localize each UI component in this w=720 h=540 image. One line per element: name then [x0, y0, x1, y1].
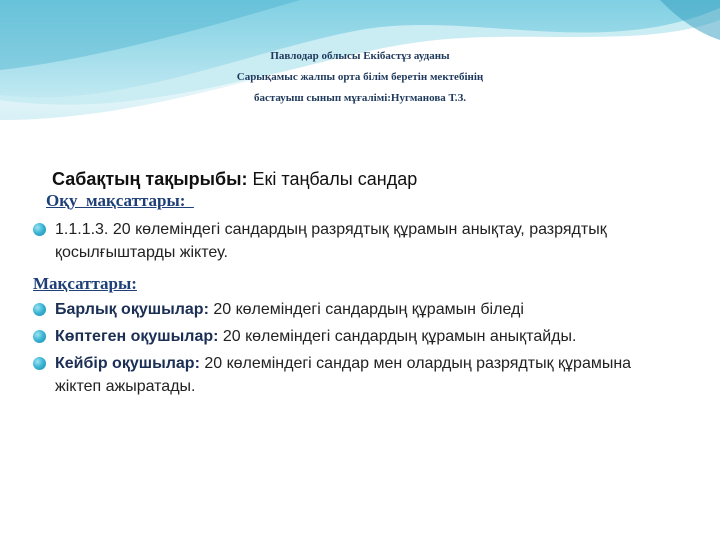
lesson-topic [52, 169, 417, 190]
topic-label: Сабақтың тақырыбы: [52, 169, 248, 189]
objective-text: 20 көлеміндегі сандардың құрамын біледі [208, 301, 524, 318]
header-line-region: Павлодар облысы Екібастұз ауданы [270, 50, 450, 62]
learning-goals-heading: Оқу мақсаттары: [46, 191, 194, 210]
learning-goal-text: 1.1.1.3. 20 көлеміндегі сандардың разрядтық құрамын анықтау, разрядтық қосылғыштарды жіктеу. [55, 221, 607, 261]
lesson-content [33, 218, 673, 398]
bullet-icon [33, 303, 46, 316]
objective-item-many [33, 325, 673, 348]
topic-value: Екі таңбалы сандар [252, 169, 418, 189]
objective-label: Көптеген оқушылар: [55, 328, 219, 345]
objective-label: Кейбір оқушылар: [55, 355, 200, 372]
header-line-teacher: бастауыш сынып мұғалімі:Нугманова Т.З. [253, 92, 467, 104]
learning-goal-item [33, 218, 673, 264]
bullet-icon [33, 330, 46, 343]
bullet-icon [33, 357, 46, 370]
objective-label: Барлық оқушылар: [55, 301, 209, 318]
bullet-icon [33, 223, 46, 236]
objective-text: 20 көлеміндегі сандар мен олардың разрядтық құрамына жіктеп ажыратады. [55, 355, 632, 395]
objective-item-some [33, 352, 673, 398]
objective-text: 20 көлеміндегі сандардың құрамын анықтайды. [218, 328, 577, 345]
objectives-heading: Мақсаттары: [33, 274, 137, 293]
school-header [0, 46, 720, 109]
header-line-school: Сарықамыс жалпы орта білім беретін мектебінің [236, 71, 484, 83]
objective-item-all [33, 298, 673, 321]
